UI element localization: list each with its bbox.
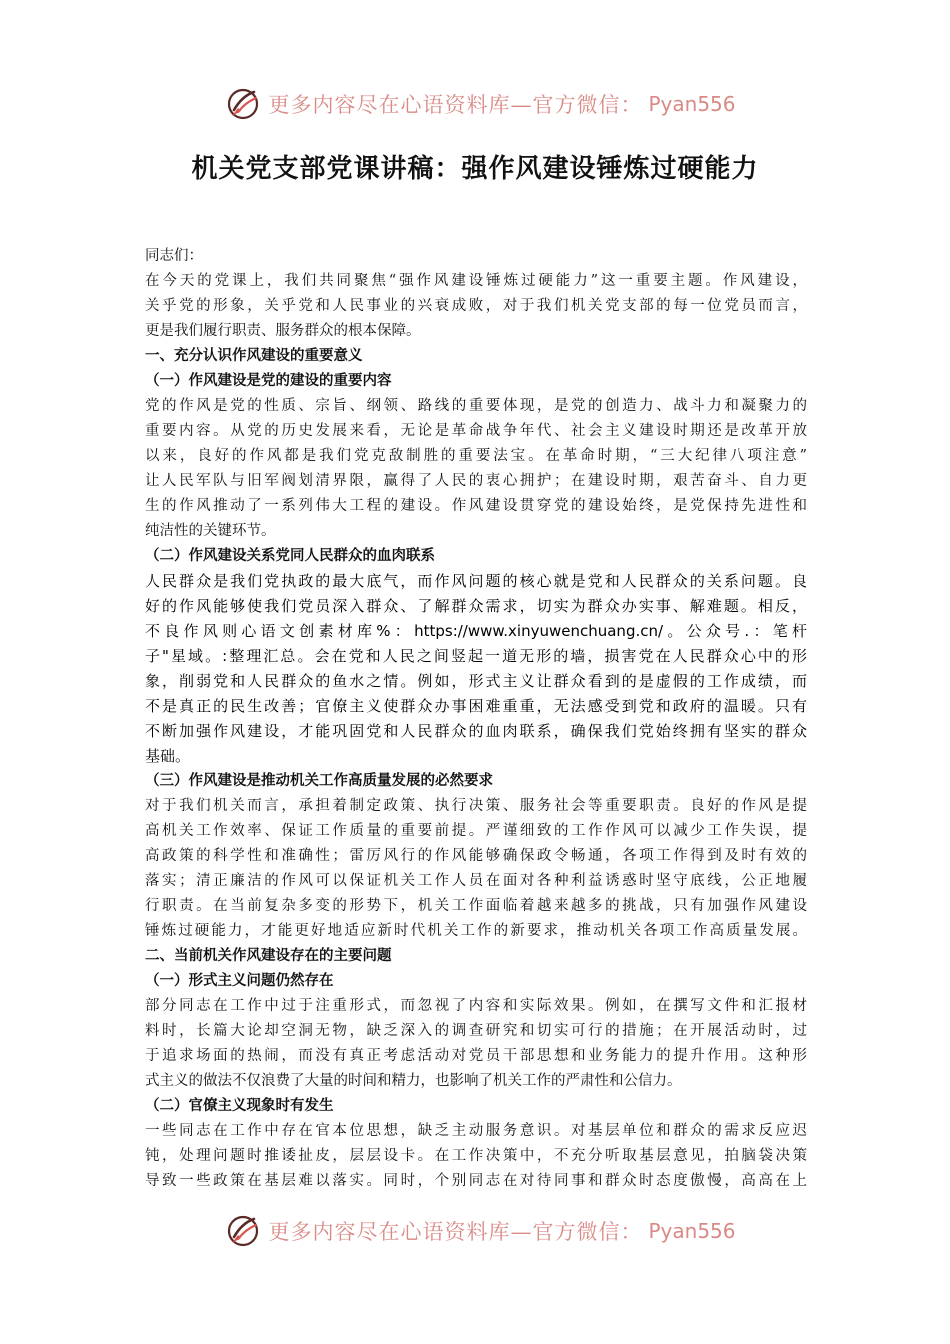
body-text-line: 落实；清正廉洁的作风可以保证机关工作人员在面对各种利益诱惑时坚守底线，公正地履	[145, 873, 807, 889]
body-text-line: 子"星域。:整理汇总。会在党和人民之间竖起一道无形的墙，损害党在人民群众心中的形	[145, 647, 807, 665]
banner-wechat-handle: Pyan556	[648, 92, 736, 116]
body-text-line: 式主义的做法不仅浪费了大量的时间和精力，也影响了机关工作的严肃性和公信力。	[145, 1073, 682, 1089]
body-text-line: 基础。	[145, 747, 191, 765]
footer-banner-inner	[226, 1213, 735, 1249]
pen-and-paper-logo-icon	[226, 1213, 262, 1249]
body-text-line: 在今天的党课上，我们共同聚焦“强作风建设锤炼过硬能力”这一重要主题。作风建设，	[145, 273, 807, 289]
footer-watermark-banner	[0, 1211, 950, 1251]
body-text-line: 导致一些政策在基层难以落实。同时，个别同志在对待同事和群众时态度傲慢，高高在上	[145, 1173, 807, 1189]
section-heading: （二）官僚主义现象时有发生	[145, 1098, 334, 1114]
body-text-line: 不是真正的民生改善；官僚主义使群众办事困难重重，无法感受到党和政府的温暖。只有	[145, 697, 807, 715]
section-heading: 二、当前机关作风建设存在的主要问题	[145, 948, 392, 964]
section-heading: （二）作风建设关系党同人民群众的血肉联系	[145, 548, 435, 564]
section-heading: （三）作风建设是推动机关工作高质量发展的必然要求	[145, 773, 493, 789]
body-text-line: 生的作风推动了一系列伟大工程的建设。作风建设贯穿党的建设始终，是党保持先进性和	[145, 498, 807, 514]
body-text-line: 不良作风则心语文创素材库%：https://www.xinyuwenchuang.cn/。公众号.：笔杆	[145, 622, 807, 640]
body-text-line: 让人民军队与旧军阀划清界限，赢得了人民的衷心拥护；在建设时期，艰苦奋斗、自力更	[145, 473, 807, 489]
body-text-line: 于追求场面的热闹，而没有真正考虑活动对党员干部思想和业务能力的提升作用。这种形	[145, 1048, 807, 1064]
body-text-line: 一些同志在工作中存在官本位思想，缺乏主动服务意识。对基层单位和群众的需求反应迟	[145, 1123, 807, 1139]
section-heading: （一）形式主义问题仍然存在	[145, 973, 334, 989]
document-title: 机关党支部党课讲稿：强作风建设锤炼过硬能力	[191, 154, 759, 184]
body-text-line: 锤炼过硬能力，才能更好地适应新时代机关工作的新要求，推动机关各项工作高质量发展。	[145, 923, 807, 939]
banner-text: 更多内容尽在心语资料库—官方微信：	[268, 93, 643, 117]
body-text-line: 关乎党的形象，关乎党和人民事业的兴衰成败，对于我们机关党支部的每一位党员而言，	[145, 298, 807, 314]
banner-wechat-handle: Pyan556	[648, 1219, 736, 1243]
body-text-line: 同志们：	[145, 248, 203, 264]
body-text-line: 行职责。在当前复杂多变的形势下，机关工作面临着越来越多的挑战，只有加强作风建设	[145, 898, 807, 914]
body-text-line: 高机关工作效率、保证工作质量的重要前提。严谨细致的工作作风可以减少工作失误，提	[145, 823, 807, 839]
body-text-line: 党的作风是党的性质、宗旨、纲领、路线的重要体现，是党的创造力、战斗力和凝聚力的	[145, 398, 807, 414]
section-heading: 一、充分认识作风建设的重要意义	[145, 348, 363, 364]
header-watermark-banner	[0, 84, 950, 124]
body-text-line: 钝，处理问题时推诿扯皮，层层设卡。在工作决策中，不充分听取基层意见，拍脑袋决策	[145, 1148, 807, 1164]
body-text-line: 纯洁性的关键环节。	[145, 523, 276, 539]
body-text-line: 对于我们机关而言，承担着制定政策、执行决策、服务社会等重要职责。良好的作风是提	[145, 798, 807, 814]
header-banner-inner	[226, 86, 735, 122]
body-text-line: 以来，良好的作风都是我们党克敌制胜的重要法宝。在革命时期，“三大纪律八项注意”	[145, 448, 807, 464]
body-text-line: 好的作风能够使我们党员深入群众、了解群众需求，切实为群众办实事、解难题。相反，	[145, 597, 807, 615]
document-body	[145, 244, 807, 1194]
body-text-line: 料时，长篇大论却空洞无物，缺乏深入的调查研究和切实可行的措施；在开展活动时，过	[145, 1023, 807, 1039]
body-text-line: 不断加强作风建设，才能巩固党和人民群众的血肉联系，确保我们党始终拥有坚实的群众	[145, 722, 807, 740]
body-text-line: 高政策的科学性和准确性；雷厉风行的作风能够确保政令畅通，各项工作得到及时有效的	[145, 848, 807, 864]
body-text-line: 象，削弱党和人民群众的鱼水之情。例如，形式主义让群众看到的是虚假的工作成绩，而	[145, 672, 807, 690]
body-text-line: 重要内容。从党的历史发展来看，无论是革命战争年代、社会主义建设时期还是改革开放	[145, 423, 807, 439]
banner-text: 更多内容尽在心语资料库—官方微信：	[268, 1220, 643, 1244]
body-text-line: 人民群众是我们党执政的最大底气，而作风问题的核心就是党和人民群众的关系问题。良	[145, 572, 807, 590]
body-text-line: 部分同志在工作中过于注重形式，而忽视了内容和实际效果。例如，在撰写文件和汇报材	[145, 998, 807, 1014]
section-heading: （一）作风建设是党的建设的重要内容	[145, 373, 392, 389]
pen-and-paper-logo-icon	[226, 86, 262, 122]
body-text-line: 更是我们履行职责、服务群众的根本保障。	[145, 323, 421, 339]
